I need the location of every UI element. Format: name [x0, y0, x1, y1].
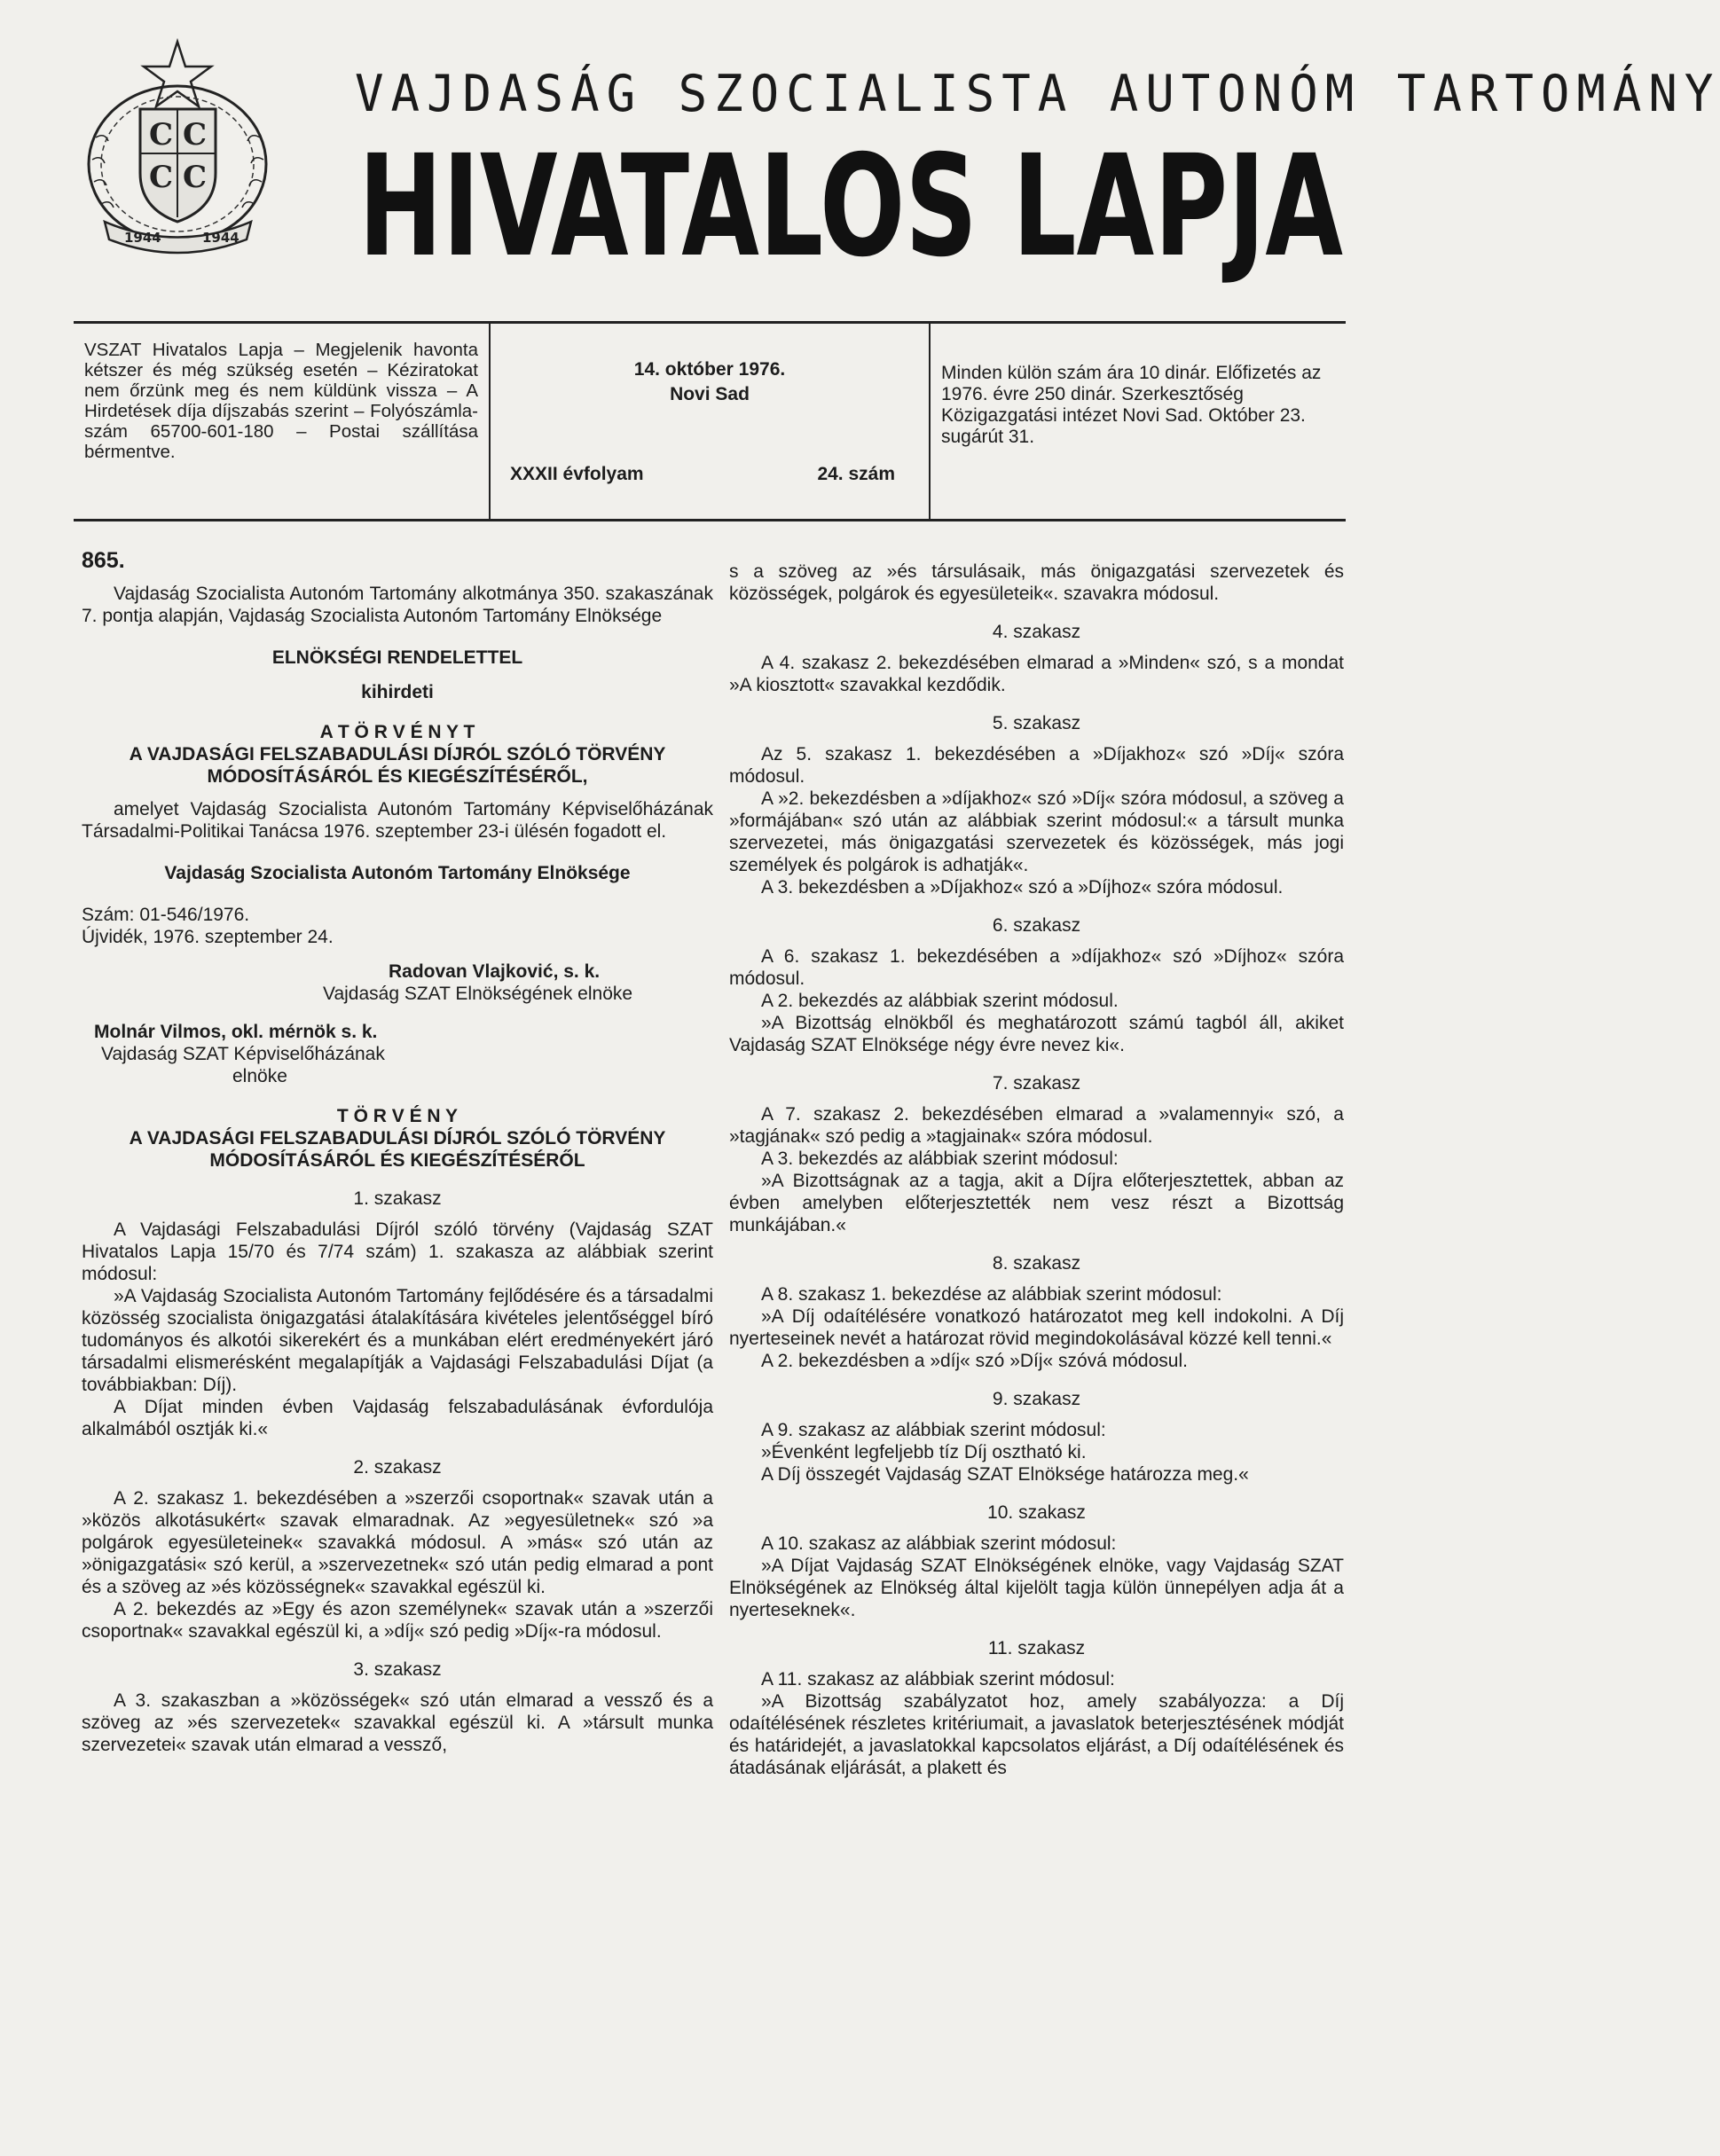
- issue-number: 24. szám: [817, 464, 895, 484]
- continued-paragraph: s a szöveg az »és társulásaik, más önigazgatási szervezetek és közösségek, polgárok és egyesületeik«. szavakra módosul.: [729, 561, 1344, 604]
- svg-text:C: C: [149, 160, 174, 195]
- section-paragraph: »A Vajdaság Szocialista Autonóm Tartomány fejlődésére és a társadalmi közösség szocialista önigazgatási átalakítására kivételes jelentőséggel bíró tudományos és alkotói sikerekért és a munkában elért eredményekért járó társadalmi elismerésként megalapítják a Vajdasági Felszabadulási Díjat (a továbbiakban: Díj).: [82, 1286, 713, 1395]
- issue-details: [491, 324, 931, 519]
- section-paragraph: »A Díj odaítélésére vonatkozó határozatot meg kell indokolni. A Díj nyerteseinek nevét a határozat rövid megindokolásával közzé kell tenni.«: [729, 1306, 1344, 1349]
- law-heading-title-2: MÓDOSÍTÁSÁRÓL ÉS KIEGÉSZÍTÉSÉRŐL: [209, 1150, 585, 1171]
- section-paragraph: A 11. szakasz az alábbiak szerint módosul:: [761, 1669, 1115, 1690]
- intro-paragraph: Vajdaság Szocialista Autonóm Tartomány alkotmánya 350. szakaszának 7. pontja alapján, Vajdaság Szocialista Autonóm Tartomány Elnöksége: [82, 584, 713, 626]
- law-heading-title-1: A VAJDASÁGI FELSZABADULÁSI DÍJRÓL SZÓLÓ TÖRVÉNY: [129, 1128, 666, 1149]
- section-paragraph: A Díjat minden évben Vajdaság felszabadulásának évfordulója alkalmából osztják ki.«: [82, 1397, 713, 1439]
- section-paragraph: »A Bizottság elnökből és meghatározott számú tagból áll, akiket Vajdaság SZAT Elnöksége négy évre nevez ki«.: [729, 1013, 1344, 1055]
- section-heading: 5. szakasz: [992, 713, 1081, 733]
- section-paragraph: A 3. bekezdés az alábbiak szerint módosul:: [761, 1149, 1119, 1169]
- svg-text:1944: 1944: [124, 230, 161, 246]
- section-paragraph: A 2. bekezdés az »Egy és azon személynek« szavak után a »szerzői csoportnak« szavakkal egészül ki, a »díj« szó pedig »Díj«-ra módosul.: [82, 1599, 713, 1642]
- reference-number: Szám: 01-546/1976.: [82, 905, 250, 925]
- section-paragraph: A 10. szakasz az alábbiak szerint módosul:: [761, 1533, 1117, 1554]
- coat-of-arms-emblem: [78, 40, 278, 257]
- law-word: A T Ö R V É N Y T: [319, 722, 475, 742]
- issue-volume: XXXII évfolyam: [510, 464, 644, 484]
- section-heading: 8. szakasz: [992, 1253, 1081, 1274]
- section-heading: 9. szakasz: [992, 1389, 1081, 1409]
- law-title-line-1: A VAJDASÁGI FELSZABADULÁSI DÍJRÓL SZÓLÓ TÖRVÉNY: [129, 744, 666, 764]
- section-paragraph: A 2. bekezdés az alábbiak szerint módosul.: [761, 991, 1119, 1011]
- svg-text:C: C: [183, 160, 208, 195]
- signature-1-role: Vajdaság SZAT Elnökségének elnöke: [323, 984, 633, 1004]
- issue-city: Novi Sad: [670, 384, 750, 404]
- section-heading: 6. szakasz: [992, 915, 1081, 936]
- law-heading: T Ö R V É N Y: [336, 1106, 459, 1126]
- section-heading: 1. szakasz: [353, 1188, 442, 1209]
- adoption-paragraph: amelyet Vajdaság Szocialista Autonóm Tartomány Képviselőházának Társadalmi-Politikai Tanácsa 1976. szeptember 23-i ülésén fogadott el.: [82, 799, 713, 842]
- section-heading: 2. szakasz: [353, 1457, 442, 1478]
- section-paragraph: A Díj összegét Vajdaság SZAT Elnöksége határozza meg.«: [761, 1464, 1249, 1485]
- section-paragraph: A 9. szakasz az alábbiak szerint módosul:: [761, 1420, 1106, 1440]
- section-paragraph: A 3. szakaszban a »közösségek« szó után elmarad a vessző és a szöveg az »és szervezetek« szavakkal egészül ki. A »társult munka szervezetei« szavak után elmarad a vessző,: [82, 1690, 713, 1755]
- presidency-line: Vajdaság Szocialista Autonóm Tartomány Elnöksége: [164, 863, 631, 883]
- decree-heading: ELNÖKSÉGI RENDELETTEL: [271, 647, 523, 668]
- law-title-line-2: MÓDOSÍTÁSÁRÓL ÉS KIEGÉSZÍTÉSÉRŐL,: [207, 766, 588, 787]
- section-heading: 3. szakasz: [353, 1659, 442, 1680]
- section-paragraph: Az 5. szakasz 1. bekezdésében a »Díjakhoz« szó »Díj« szóra módosul.: [729, 744, 1344, 787]
- section-paragraph: »A Bizottság szabályzatot hoz, amely szabályozza: a Díj odaítélésének részletes kritériumait, a javaslatok beterjesztésének módját és határidejét, a javaslatokkal kapcsolatos eljárást, a Díj odaítélésének és átadásának eljárását, a plakett és: [729, 1691, 1344, 1778]
- svg-text:C: C: [183, 117, 208, 153]
- section-paragraph: A 3. bekezdésben a »Díjakhoz« szó a »Díjhoz« szóra módosul.: [761, 877, 1284, 898]
- issue-info-band: [74, 321, 1346, 521]
- section-paragraph: »Évenként legfeljebb tíz Díj osztható ki.: [761, 1442, 1087, 1462]
- pricing-notice: Minden külön szám ára 10 dinár. Előfizetés az 1976. évre 250 dinár. Szerkesztőség Közigazgatási intézet Novi Sad. Október 23. sugárút 31.: [941, 363, 1322, 447]
- proclaims-text: kihirdeti: [361, 682, 434, 702]
- section-paragraph: »A Díjat Vajdaság SZAT Elnökségének elnöke, vagy Vajdaság SZAT Elnökségének az Elnökség által kijelölt tagja külön ünnepélyen adja át a nyerteseknek«.: [729, 1556, 1344, 1620]
- signature-2-role-2: elnöke: [232, 1066, 287, 1086]
- svg-text:1944: 1944: [202, 230, 240, 246]
- svg-text:C: C: [149, 117, 174, 153]
- place-date: Újvidék, 1976. szeptember 24.: [82, 927, 334, 947]
- act-number: 865.: [82, 548, 125, 573]
- signature-2-role-1: Vajdaság SZAT Képviselőházának: [101, 1044, 385, 1064]
- signature-1-name: Radovan Vlajković, s. k.: [389, 961, 601, 982]
- section-paragraph: A 2. bekezdésben a »díj« szó »Díj« szóvá módosul.: [761, 1351, 1188, 1371]
- section-heading: 4. szakasz: [992, 622, 1081, 642]
- publication-notice: VSZAT Hivatalos Lapja – Megjelenik havonta kétszer és még szükség esetén – Kéziratokat nem őrzünk meg és nem küldünk vissza – A Hirdetések díja díjszabás szerint – Folyószámla-szám 65700-601-180 – Postai szállítása bérmentve.: [74, 324, 491, 519]
- section-paragraph: A »2. bekezdésben a »díjakhoz« szó »Díj« szóra módosul, a szöveg a »formájában« szó után az alábbiak szerint módosul:« a társult munka szervezetei, más önigazgatási szervezetek és közösségek, más jogi személyek és polgárok is adhatják«.: [729, 788, 1344, 875]
- section-heading: 10. szakasz: [987, 1502, 1086, 1523]
- section-heading: 7. szakasz: [992, 1073, 1081, 1094]
- svg-text:HIVATALOS LAPJA: HIVATALOS LAPJA: [358, 125, 1343, 288]
- section-heading: 11. szakasz: [987, 1638, 1086, 1658]
- masthead-title: [355, 125, 1347, 288]
- section-paragraph: A 6. szakasz 1. bekezdésében a »díjakhoz« szó »Díjhoz« szóra módosul.: [729, 946, 1344, 989]
- section-paragraph: A 8. szakasz 1. bekezdése az alábbiak szerint módosul:: [761, 1284, 1222, 1305]
- section-paragraph: A 7. szakasz 2. bekezdésében elmarad a »valamennyi« szó, a »tagjának« szó pedig a »tagjainak« szóra módosul.: [729, 1104, 1344, 1147]
- section-paragraph: A Vajdasági Felszabadulási Díjról szóló törvény (Vajdaság SZAT Hivatalos Lapja 15/70 és 7/74 szám) 1. szakasza az alábbiak szerint módosul:: [82, 1219, 713, 1284]
- left-column: [82, 550, 713, 1756]
- issue-date: 14. október 1976.: [633, 359, 786, 380]
- signature-2-name: Molnár Vilmos, okl. mérnök s. k.: [94, 1022, 378, 1042]
- section-paragraph: A 4. szakasz 2. bekezdésében elmarad a »Minden« szó, s a mondat »A kiosztott« szavakkal kezdődik.: [729, 653, 1344, 695]
- masthead-subtitle: VAJDASÁG SZOCIALISTA AUTONÓM TARTOMÁNY: [355, 64, 1720, 123]
- section-paragraph: »A Bizottságnak az a tagja, akit a Díjra előterjesztettek, abban az évben amelyben előterjesztették nem vesz részt a Bizottság munkájában.«: [729, 1171, 1344, 1235]
- right-column: [729, 561, 1344, 1779]
- section-paragraph: A 2. szakasz 1. bekezdésében a »szerzői csoportnak« szavak után a »közös alkotásukért« szavak elmaradnak. Az »egyesületnek« szó »a polgárok egyesületeinek« szavakká módosul. A »más« szó után az »önigazgatási« szó kerül, a »szervezetnek« szó után pedig elmarad a pont és a szöveg az »és közösségnek« szavakkal egészül ki.: [82, 1488, 713, 1597]
